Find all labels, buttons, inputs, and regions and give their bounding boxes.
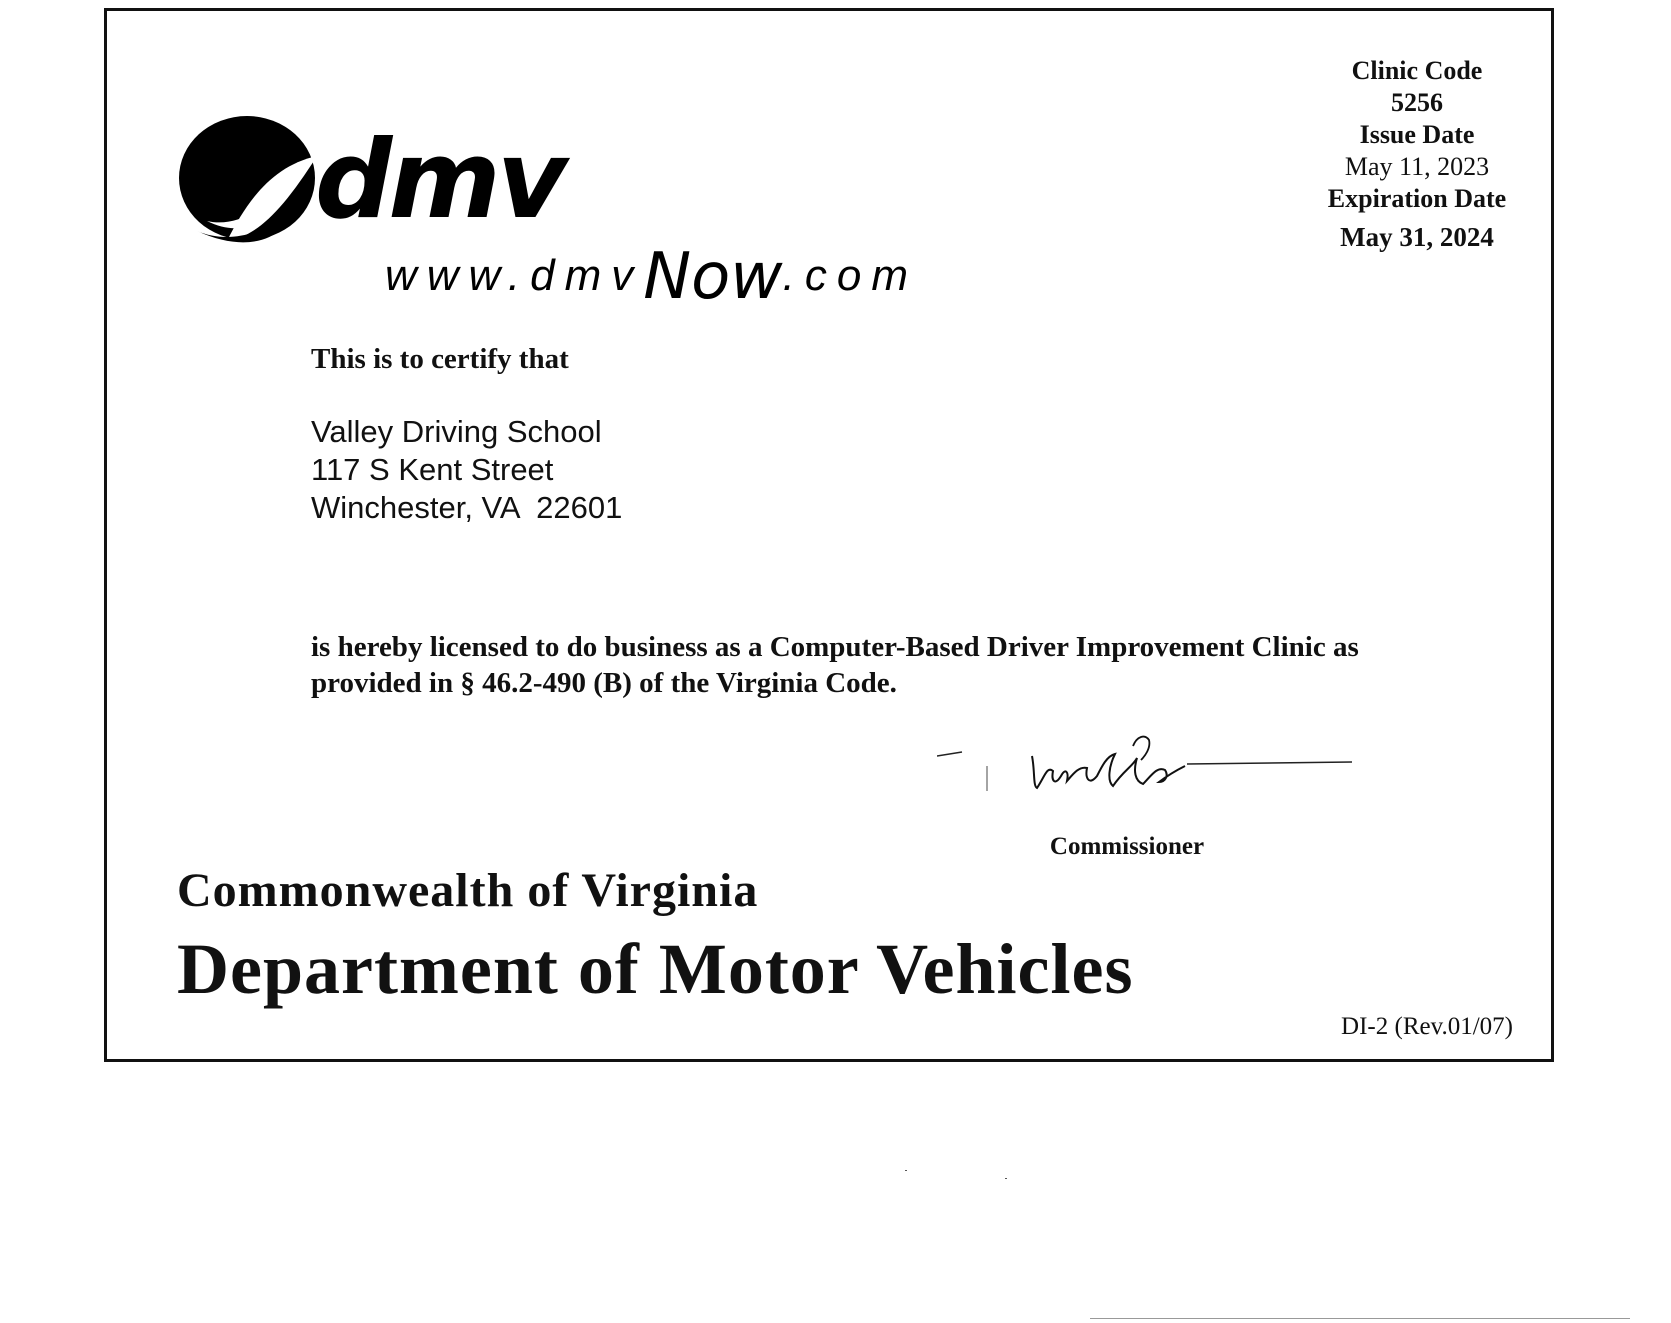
expiration-date-label: Expiration Date xyxy=(1327,184,1507,213)
issuer-line-2: Department of Motor Vehicles xyxy=(177,929,1134,1009)
signature-title: Commissioner xyxy=(1049,833,1205,860)
certify-heading: This is to certify that xyxy=(311,343,569,375)
licensee-street: 117 S Kent Street xyxy=(311,452,554,487)
dmv-now-logo xyxy=(177,116,918,314)
dmv-swoosh-icon xyxy=(177,116,327,266)
issue-date-label: Issue Date xyxy=(1359,120,1475,149)
commissioner-signature xyxy=(937,726,1357,836)
scan-artifact xyxy=(1005,1178,1007,1179)
licensee-city-state-zip: Winchester, VA 22601 xyxy=(311,490,623,525)
issue-date-value: May 11, 2023 xyxy=(1344,152,1490,181)
dmv-url-prefix: www.dmv xyxy=(385,251,644,300)
license-statement: is hereby licensed to do business as a Computer-Based Driver Improvement Clinic as provided in § 46.2-490 (B) of the Virginia Code. xyxy=(311,631,1359,699)
licensee-name: Valley Driving School xyxy=(311,414,602,449)
dmv-wordmark: dmv xyxy=(315,118,564,243)
certificate-border xyxy=(104,8,1554,1062)
dmv-url-now: Now xyxy=(643,240,783,314)
dmv-url xyxy=(385,240,918,314)
expiration-date-value: May 31, 2024 xyxy=(1340,222,1494,252)
issuer-line-1: Commonwealth of Virginia xyxy=(177,864,759,917)
form-number: DI-2 (Rev.01/07) xyxy=(1341,1013,1513,1040)
certificate-metadata xyxy=(1287,55,1547,259)
scan-artifact xyxy=(905,1170,907,1171)
licensee-address xyxy=(311,413,622,527)
clinic-code-value: 5256 xyxy=(1391,88,1443,117)
dmv-url-suffix: .com xyxy=(782,251,918,300)
scan-artifact xyxy=(1090,1318,1630,1319)
clinic-code-label: Clinic Code xyxy=(1351,56,1483,85)
